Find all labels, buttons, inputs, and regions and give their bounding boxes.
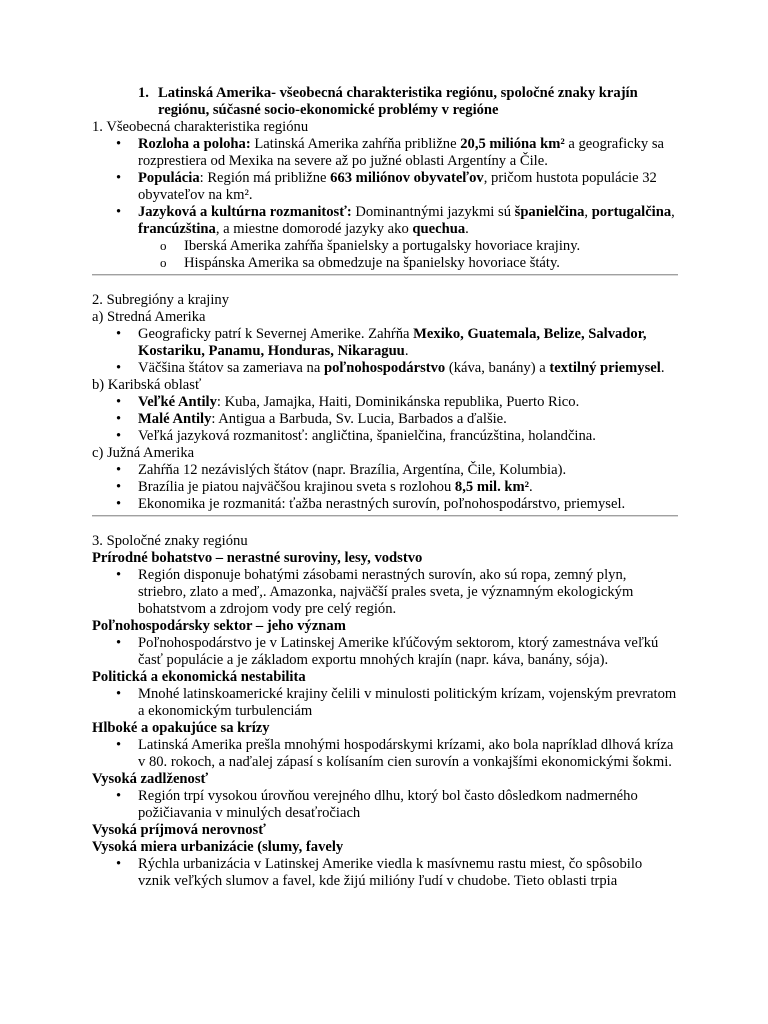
topic-heading: Vysoká zadlženosť: [92, 771, 209, 787]
sub-list-item: o Iberská Amerika zahŕňa španielsky a portugalsky hovoriace krajiny.: [92, 238, 678, 255]
section-1-list: [92, 136, 678, 272]
list-item: • Geograficky patrí k Severnej Amerike. Zahŕňa Mexiko, Guatemala, Belize, Salvador, Kostariku, Panamu, Honduras, Nikaraguu.: [92, 326, 678, 360]
title-number: 1.: [138, 85, 149, 101]
list-item: • Poľnohospodárstvo je v Latinskej Amerike kľúčovým sektorom, ktorý zamestnáva veľkú časť populácie a je základom exportu mnohých krajín (napr. káva, banány, sója).: [92, 635, 678, 669]
list-item: • Mnohé latinskoamerické krajiny čelili v minulosti politickým krízam, vojenským prevratom a ekonomickým turbulenciám: [92, 686, 678, 720]
list-item: • Väčšina štátov sa zameriava na poľnohospodárstvo (káva, banány) a textilný priemysel.: [92, 360, 678, 377]
sub-list: [92, 238, 678, 272]
section-3-heading: 3. Spoločné znaky regiónu: [92, 533, 248, 549]
title-line-1: Latinská Amerika- všeobecná charakteristika regiónu, spoločné znaky krajín: [158, 85, 638, 101]
subsection-c-heading: c) Južná Amerika: [92, 445, 195, 461]
section-1-heading: 1. Všeobecná charakteristika regiónu: [92, 119, 309, 135]
topic-list: [92, 737, 678, 771]
document-title: [138, 85, 678, 119]
topic-list: [92, 686, 678, 720]
section-2-heading: 2. Subregióny a krajiny: [92, 292, 229, 308]
list-item: • Zahŕňa 12 nezávislých štátov (napr. Brazília, Argentína, Čile, Kolumbia).: [92, 462, 678, 479]
topic-heading: Vysoká miera urbanizácie (slumy, favely: [92, 839, 344, 855]
topic-list: [92, 856, 678, 890]
list-item: • Populácia: Región má približne 663 miliónov obyvateľov, pričom hustota populácie 32 obyvateľov na km².: [92, 170, 678, 204]
sub-list-item: o Hispánska Amerika sa obmedzuje na španielsky hovoriace štáty.: [92, 255, 678, 272]
topic-heading: Hlboké a opakujúce sa krízy: [92, 720, 270, 736]
topic-heading: Poľnohospodársky sektor – jeho význam: [92, 618, 346, 634]
section-divider: [92, 515, 678, 517]
subsection-c-list: [92, 462, 678, 513]
topic-list: [92, 567, 678, 618]
subsection-a-list: [92, 326, 678, 377]
list-item: • Brazília je piatou najväčšou krajinou sveta s rozlohou 8,5 mil. km².: [92, 479, 678, 496]
list-item: • Rozloha a poloha: Latinská Amerika zahŕňa približne 20,5 milióna km² a geograficky sa rozprestiera od Mexika na severe až po južné oblasti Argentíny a Čile.: [92, 136, 678, 170]
list-item: • Veľké Antily: Kuba, Jamajka, Haiti, Dominikánska republika, Puerto Rico.: [92, 394, 678, 411]
topic-list: [92, 788, 678, 822]
list-item: • Latinská Amerika prešla mnohými hospodárskymi krízami, ako bola napríklad dlhová kríza v 80. rokoch, a naďalej zápasí s kolísaním cien surovín a vonkajšími ekonomickými šokmi.: [92, 737, 678, 771]
section-divider: [92, 274, 678, 276]
list-item: • Veľká jazyková rozmanitosť: angličtina, španielčina, francúzština, holandčina.: [92, 428, 678, 445]
list-item: • Malé Antily: Antigua a Barbuda, Sv. Lucia, Barbados a ďalšie.: [92, 411, 678, 428]
list-item: • Jazyková a kultúrna rozmanitosť: Dominantnými jazykmi sú španielčina, portugalčina, francúzština, a miestne domorodé jazyky ako quechua. o Iberská Amerika zahŕňa španielsky a portugalsky hovoriace krajiny. o Hispánska Amerika sa obmedzuje na španielsky hovoriace štáty.: [92, 204, 678, 272]
topic-heading: Politická a ekonomická nestabilita: [92, 669, 306, 685]
subsection-a-heading: a) Stredná Amerika: [92, 309, 206, 325]
document-body: [92, 85, 678, 890]
topic-list: [92, 635, 678, 669]
list-item: • Rýchla urbanizácia v Latinskej Amerike viedla k masívnemu rastu miest, čo spôsobilo vznik veľkých slumov a favel, kde žijú milióny ľudí v chudobe. Tieto oblasti trpia: [92, 856, 678, 890]
list-item: • Región trpí vysokou úrovňou verejného dlhu, ktorý bol často dôsledkom nadmerného požičiavania v minulých desaťročiach: [92, 788, 678, 822]
subsection-b-heading: b) Karibská oblasť: [92, 377, 202, 393]
title-line-2: regiónu, súčasné socio-ekonomické problémy v regióne: [158, 102, 499, 118]
subsection-b-list: [92, 394, 678, 445]
topic-heading: Vysoká príjmová nerovnosť: [92, 822, 266, 838]
topic-heading: Prírodné bohatstvo – nerastné suroviny, lesy, vodstvo: [92, 550, 423, 566]
list-item: • Ekonomika je rozmanitá: ťažba nerastných surovín, poľnohospodárstvo, priemysel.: [92, 496, 678, 513]
list-item: • Región disponuje bohatými zásobami nerastných surovín, ako sú ropa, zemný plyn, striebro, zlato a meď,. Amazonka, najväčší prales sveta, je významným ekologickým bohatstvom a zdrojom vody pre celý región.: [92, 567, 678, 618]
